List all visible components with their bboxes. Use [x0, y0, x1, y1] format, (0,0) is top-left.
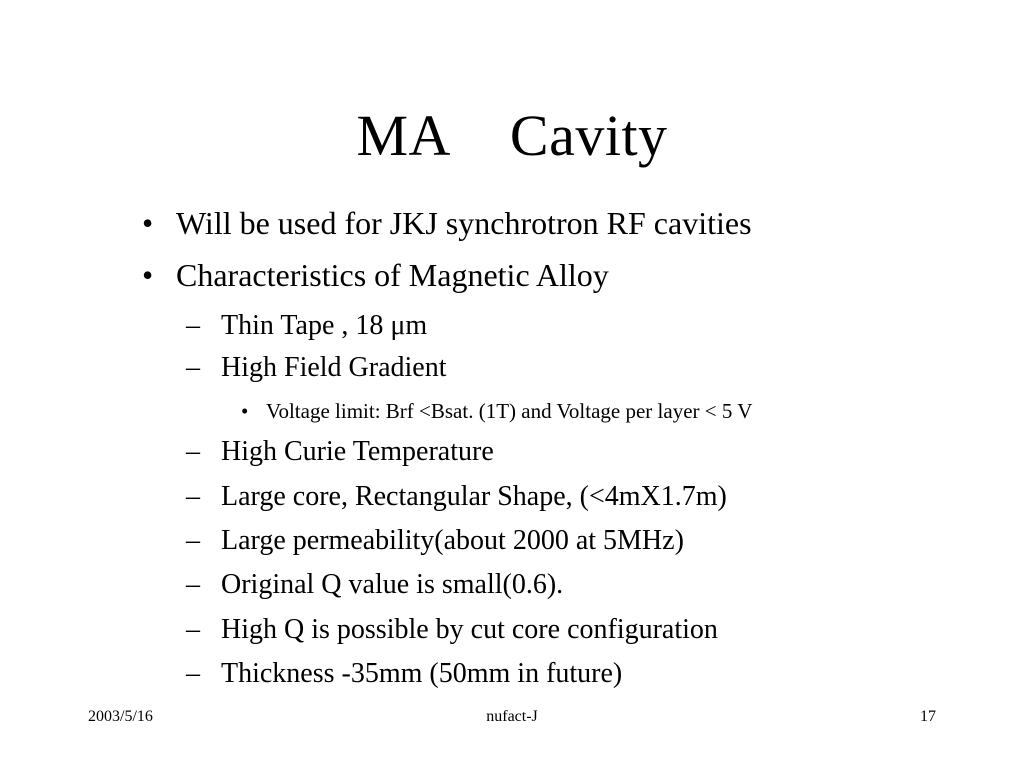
sub-bullet-text: High Field Gradient: [221, 352, 447, 383]
sub-bullet-text: Large core, Rectangular Shape, (<4mX1.7m): [221, 481, 727, 512]
dash-marker: –: [186, 481, 200, 512]
sub-bullet-text: Large permeability(about 2000 at 5MHz): [221, 525, 684, 556]
dash-marker: –: [186, 310, 200, 341]
dash-marker: –: [186, 436, 200, 467]
bullet-text: Characteristics of Magnetic Alloy: [176, 257, 609, 293]
sub-bullet-text: Thickness -35mm (50mm in future): [221, 658, 623, 689]
footer-date: 2003/5/16: [88, 708, 153, 725]
bullet-text: Will be used for JKJ synchrotron RF cavities: [176, 205, 752, 241]
bullet-marker: •: [142, 257, 154, 293]
sub-bullet-text: High Curie Temperature: [221, 436, 494, 467]
dash-marker: –: [186, 525, 200, 556]
slide-title: MA Cavity: [356, 103, 668, 168]
sub-bullet-text: Original Q value is small(0.6).: [221, 569, 564, 600]
footer-page-number: 17: [920, 708, 936, 725]
sub-sub-bullet-text: Voltage limit: Brf <Bsat. (1T) and Voltage per layer < 5 V: [266, 399, 753, 423]
sub-bullet-text: Thin Tape , 18 μm: [221, 310, 428, 341]
sub-bullet-text: High Q is possible by cut core configuration: [221, 614, 718, 645]
dash-marker: –: [186, 352, 200, 383]
dash-marker: –: [186, 569, 200, 600]
dash-marker: –: [186, 658, 200, 689]
footer-title: nufact-J: [486, 708, 538, 725]
bullet-marker: •: [241, 399, 249, 423]
dash-marker: –: [186, 614, 200, 645]
bullet-marker: •: [142, 205, 154, 241]
